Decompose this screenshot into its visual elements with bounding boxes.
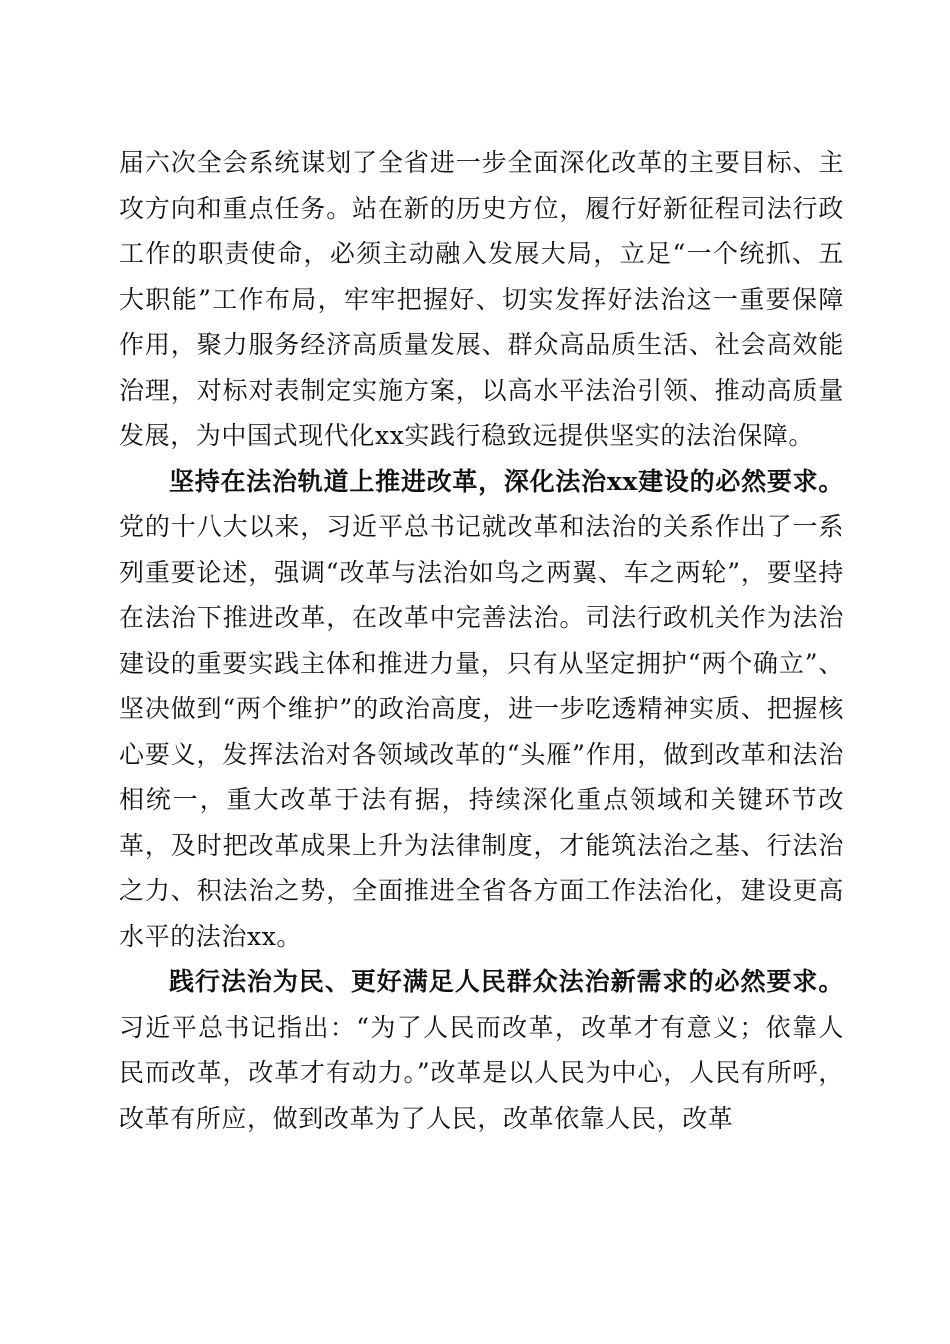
paragraph-heading: 践行法治为民、更好满足人民群众法治新需求的必然要求。 <box>169 967 844 996</box>
paragraph-text: 党的十八大以来，习近平总书记就改革和法治的关系作出了一系列重要论述，强调“改革与法治如鸟之两翼、车之两轮”，要坚持在法治下推进改革，在改革中完善法治。司法行政机关作为法治建设的重要实践主体和推进力量，只有从坚定拥护“两个确立”、坚决做到“两个维护”的政治高度，进一步吃透精神实质、把握核心要义，发挥法治对各领域改革的“头雁”作用，做到改革和法治相统一，重大改革于法有据，持续深化重点领域和关键环节改革，及时把改革成果上升为法律制度，才能筑法治之基、行法治之力、积法治之势，全面推进全省各方面工作法治化，建设更高水平的法治xx。 <box>119 512 844 951</box>
paragraph-text: 习近平总书记指出：“为了人民而改革，改革才有意义；依靠人民而改革，改革才有动力。”改革是以人民为中心，人民有所呼，改革有所应，做到改革为了人民，改革依靠人民，改革 <box>119 1012 844 1133</box>
document-body <box>119 140 844 1141</box>
paragraph-rule-of-law-for-people <box>119 959 844 1141</box>
paragraph-text: 届六次全会系统谋划了全省进一步全面深化改革的主要目标、主攻方向和重点任务。站在新的历史方位，履行好新征程司法行政工作的职责使命，必须主动融入发展大局，立足“一个统抓、五大职能”工作布局，牢牢把握好、切实发挥好法治这一重要保障作用，聚力服务经济高质量发展、群众高品质生活、社会高效能治理，对标对表制定实施方案，以高水平法治引领、推动高质量发展，为中国式现代化xx实践行稳致远提供坚实的法治保障。 <box>119 148 844 450</box>
paragraph-rule-of-law-reform <box>119 459 844 960</box>
paragraph-continuation <box>119 140 844 459</box>
paragraph-heading: 坚持在法治轨道上推进改革，深化法治xx建设的必然要求。 <box>169 466 844 496</box>
